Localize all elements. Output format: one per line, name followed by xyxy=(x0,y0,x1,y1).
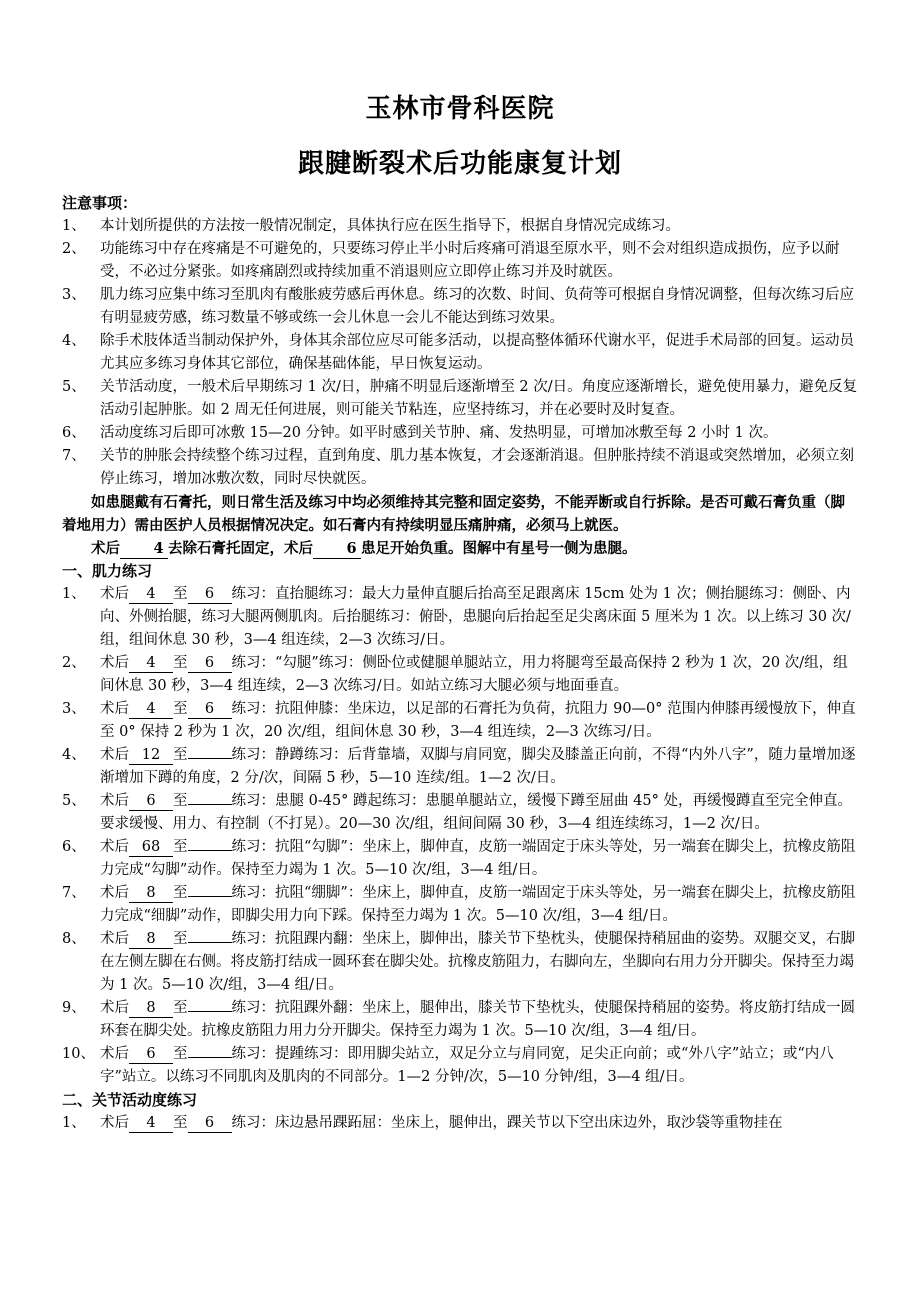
exercise-text: 练习：提踵练习：即用脚尖站立，双足分立与肩同宽，足尖正向前；或“外八字”站立；或“内八字”站立。以练习不同肌肉及肌肉的不同部分。1—2 分钟/次，5—10 分钟/组，3—4 组/日。 xyxy=(100,1046,834,1085)
exercise-item xyxy=(62,744,858,790)
exercise-text: 练习：床边悬吊踝跖屈：坐床上，腿伸出，踝关节以下空出床边外，取沙袋等重物挂在 xyxy=(231,1115,783,1131)
schedule-suffix: 患足开始负重。图解中有星号一侧为患腿。 xyxy=(361,540,637,557)
exercise-number: 5、 xyxy=(62,793,86,809)
start-week: 4 xyxy=(129,585,173,604)
to-label: 至 xyxy=(173,1115,188,1131)
exercise-number: 1、 xyxy=(62,586,86,602)
note-item xyxy=(62,330,858,376)
after-label: 术后 xyxy=(100,586,129,602)
exercise-item xyxy=(62,1112,858,1135)
end-week xyxy=(188,1057,232,1058)
to-label: 至 xyxy=(173,793,188,809)
to-label: 至 xyxy=(173,701,188,717)
strength-exercise-list xyxy=(62,583,858,1089)
exercise-item xyxy=(62,1043,858,1089)
start-week: 4 xyxy=(129,654,173,673)
end-week xyxy=(188,758,232,759)
note-item xyxy=(62,215,858,238)
after-label: 术后 xyxy=(100,701,129,717)
exercise-item xyxy=(62,652,858,698)
exercise-number: 9、 xyxy=(62,1000,86,1016)
note-number: 5、 xyxy=(62,379,86,395)
exercise-number: 8、 xyxy=(62,931,86,947)
note-item xyxy=(62,445,858,491)
exercise-number: 10、 xyxy=(62,1046,95,1062)
start-week: 4 xyxy=(129,700,173,719)
start-week: 8 xyxy=(129,999,173,1018)
exercise-number: 4、 xyxy=(62,747,86,763)
note-number: 7、 xyxy=(62,448,86,464)
to-label: 至 xyxy=(173,586,188,602)
end-week xyxy=(188,1011,232,1012)
start-week: 8 xyxy=(129,884,173,903)
cast-note: 如患腿戴有石膏托，则日常生活及练习中均必须维持其完整和固定姿势，不能弄断或自行拆除。是否可戴石膏负重（脚着地用力）需由医护人员根据情况决定。如石膏内有持续明显压痛肿痛，必须马上就医。 xyxy=(62,494,845,534)
note-text: 除手术肢体适当制动保护外，身体其余部位应尽可能多活动，以提高整体循环代谢水平，促进手术局部的回复。运动员尤其应多练习身体其它部位，确保基础体能，早日恢复运动。 xyxy=(100,333,854,372)
section2-heading: 二、关节活动度练习 xyxy=(62,1091,198,1109)
rom-exercise-list xyxy=(62,1112,858,1135)
start-week: 8 xyxy=(129,930,173,949)
note-text: 活动度练习后即可冰敷 15—20 分钟。如平时感到关节肿、痛、发热明显，可增加冰敷至每 2 小时 1 次。 xyxy=(100,425,778,441)
exercise-item xyxy=(62,997,858,1043)
exercise-text: 练习：抗阻踝外翻：坐床上，腿伸出，膝关节下垫枕头，使腿保持稍屈的姿势。将皮筋打结成一圆环套在脚尖处。抗橡皮筋阻力用力分开脚尖。保持至力竭为 1 次。5—10 次/组，3—4 组/日。 xyxy=(100,1000,855,1039)
exercise-item xyxy=(62,698,858,744)
exercise-text: 练习：抗阻“绷脚”：坐床上，脚伸直，皮筋一端固定于床头等处，另一端套在脚尖上，抗橡皮筋阻力完成“细脚”动作，即脚尖用力向下踩。保持至力竭为 1 次。5—10 次/组，3—4 组/日。 xyxy=(100,885,856,924)
note-text: 肌力练习应集中练习至肌肉有酸胀疲劳感后再休息。练习的次数、时间、负荷等可根据自身情况调整，但每次练习后应有明显疲劳感，练习数量不够或练一会儿休息一会儿不能达到练习效果。 xyxy=(100,287,854,326)
exercise-item xyxy=(62,836,858,882)
cast-removal-week: 4 xyxy=(120,540,168,559)
exercise-number: 6、 xyxy=(62,839,86,855)
note-number: 6、 xyxy=(62,425,86,441)
exercise-item xyxy=(62,882,858,928)
start-week: 6 xyxy=(129,1045,173,1064)
start-week: 6 xyxy=(129,792,173,811)
schedule-prefix: 术后 xyxy=(91,540,120,557)
end-week: 6 xyxy=(188,585,232,604)
to-label: 至 xyxy=(173,931,188,947)
after-label: 术后 xyxy=(100,793,129,809)
to-label: 至 xyxy=(173,885,188,901)
exercise-text: 练习：抗阻“勾脚”：坐床上，脚伸直，皮筋一端固定于床头等处，另一端套在脚尖上，抗橡皮筋阻力完成“勾脚”动作。保持至力竭为 1 次。5—10 次/组，3—4 组/日。 xyxy=(100,839,856,878)
note-text: 关节活动度，一般术后早期练习 1 次/日，肿痛不明显后逐渐增至 2 次/日。角度应逐渐增长，避免使用暴力，避免反复活动引起肿胀。如 2 周无任何进展，则可能关节粘连，应坚持练习，并在必要时及时复查。 xyxy=(100,379,858,418)
to-label: 至 xyxy=(173,1046,188,1062)
after-label: 术后 xyxy=(100,655,129,671)
note-text: 关节的肿胀会持续整个练习过程，直到角度、肌力基本恢复，才会逐渐消退。但肿胀持续不消退或突然增加，必须立刻停止练习，增加冰敷次数，同时尽快就医。 xyxy=(100,448,854,487)
end-week xyxy=(188,850,232,851)
after-label: 术后 xyxy=(100,931,129,947)
section1-heading: 一、肌力练习 xyxy=(62,562,153,580)
after-label: 术后 xyxy=(100,839,129,855)
plan-title: 跟腱断裂术后功能康复计划 xyxy=(297,149,622,179)
end-week xyxy=(188,896,232,897)
exercise-text: 练习：直抬腿练习：最大力量伸直腿后抬高至足跟离床 15cm 处为 1 次；侧抬腿练习：侧卧、内向、外侧抬腿，练习大腿两侧肌肉。后抬腿练习：俯卧，患腿向后抬起至足尖离床面 5 厘米为 1 次。以上练习 30 次/组，组间休息 30 秒，3—4 组连续，2—3 次练习/日。 xyxy=(100,586,851,648)
to-label: 至 xyxy=(173,1000,188,1016)
weight-bearing-week: 6 xyxy=(313,540,361,559)
note-item xyxy=(62,284,858,330)
exercise-item xyxy=(62,790,858,836)
exercise-number: 3、 xyxy=(62,701,86,717)
note-item xyxy=(62,238,858,284)
note-number: 1、 xyxy=(62,218,86,234)
end-week xyxy=(188,804,232,805)
notes-heading: 注意事项： xyxy=(62,194,138,212)
note-number: 4、 xyxy=(62,333,86,349)
after-label: 术后 xyxy=(100,747,129,763)
start-week: 12 xyxy=(129,746,173,765)
exercise-number: 7、 xyxy=(62,885,86,901)
end-week xyxy=(188,942,232,943)
after-label: 术后 xyxy=(100,885,129,901)
end-week: 6 xyxy=(188,654,232,673)
to-label: 至 xyxy=(173,655,188,671)
note-item xyxy=(62,376,858,422)
end-week: 6 xyxy=(188,1114,232,1133)
exercise-item xyxy=(62,583,858,652)
to-label: 至 xyxy=(173,839,188,855)
exercise-text: 练习：抗阻伸膝：坐床边，以足部的石膏托为负荷，抗阻力 90—0° 范围内伸膝再缓慢放下，伸直至 0° 保持 2 秒为 1 次，20 次/组，组间休息 30 秒，3—4 组连续，2—3 次练习/日。 xyxy=(100,701,856,740)
after-label: 术后 xyxy=(100,1115,129,1131)
start-week: 4 xyxy=(129,1114,173,1133)
note-text: 功能练习中存在疼痛是不可避免的，只要练习停止半小时后疼痛可消退至原水平，则不会对组织造成损伤，应予以耐受，不必过分紧张。如疼痛剧烈或持续加重不消退则应立即停止练习并及时就医。 xyxy=(100,241,840,280)
schedule-line xyxy=(62,537,858,560)
start-week: 68 xyxy=(129,838,173,857)
exercise-text: 练习：抗阻踝内翻：坐床上，脚伸出，膝关节下垫枕头，使腿保持稍屈曲的姿势。双腿交叉，右脚在左侧左脚在右侧。将皮筋打结成一圆环套在脚尖处。抗橡皮筋阻力，右脚向左，坐脚向右用力分开脚尖。保持至力竭为 1 次。5—10 次/组，3—4 组/日。 xyxy=(100,931,855,993)
after-label: 术后 xyxy=(100,1046,129,1062)
note-number: 3、 xyxy=(62,287,86,303)
note-number: 2、 xyxy=(62,241,86,257)
exercise-text: 练习：静蹲练习：后背靠墙，双脚与肩同宽，脚尖及膝盖正向前，不得“内外八字”，随力量增加逐渐增加下蹲的角度，2 分/次，间隔 5 秒，5—10 连续/组。1—2 次/日。 xyxy=(100,747,856,786)
note-text: 本计划所提供的方法按一般情况制定，具体执行应在医生指导下，根据自身情况完成练习。 xyxy=(100,218,680,234)
note-item xyxy=(62,422,858,445)
to-label: 至 xyxy=(173,747,188,763)
exercise-text: 练习：“勾腿”练习：侧卧位或健腿单腿站立，用力将腿弯至最高保持 2 秒为 1 次，20 次/组，组间休息 30 秒，3—4 组连续，2—3 次练习/日。如站立练习大腿必须与地面垂直。 xyxy=(100,655,848,694)
exercise-text: 练习：患腿 0-45° 蹲起练习：患腿单腿站立，缓慢下蹲至屈曲 45° 处，再缓慢蹲直至完全伸直。要求缓慢、用力、有控制（不打晃）。20—30 次/组，组间间隔 30 秒，3—4 组连续练习，1—2 次/日。 xyxy=(100,793,852,832)
hospital-title: 玉林市骨科医院 xyxy=(365,94,555,124)
after-label: 术后 xyxy=(100,1000,129,1016)
exercise-item xyxy=(62,928,858,997)
end-week: 6 xyxy=(188,700,232,719)
exercise-number: 2、 xyxy=(62,655,86,671)
schedule-middle: 去除石膏托固定，术后 xyxy=(168,540,313,557)
exercise-number: 1、 xyxy=(62,1115,86,1131)
notes-list xyxy=(62,215,858,491)
